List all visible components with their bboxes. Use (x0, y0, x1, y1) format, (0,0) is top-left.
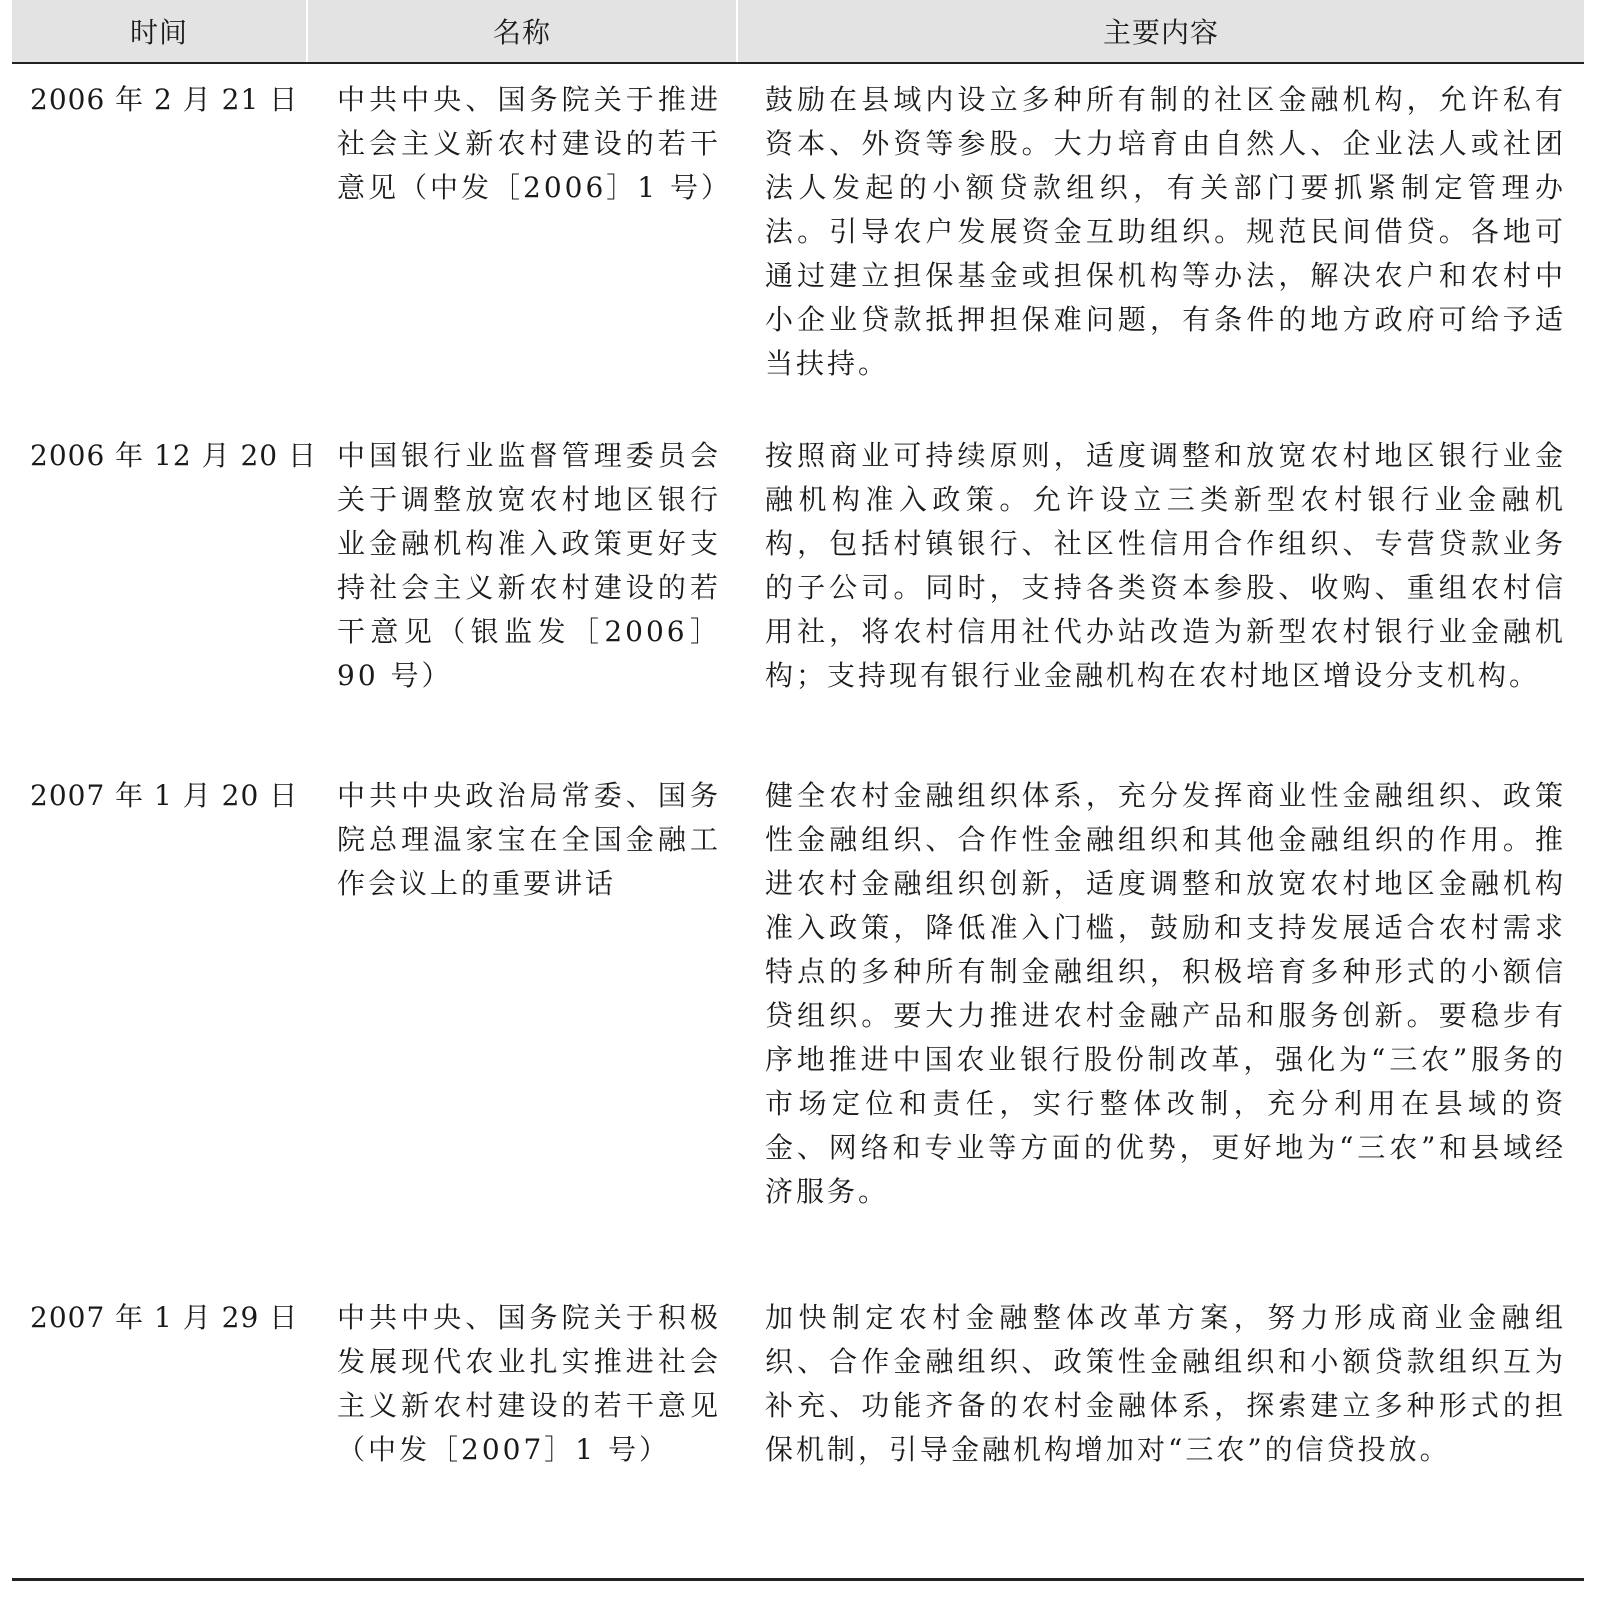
table-bottom-rule (12, 1578, 1584, 1581)
cell-content: 按照商业可持续原则，适度调整和放宽农村地区银行业金融机构准入政策。允许设立三类新型农村银行业金融机构，包括村镇银行、社区性信用合作组织、专营贷款业务的子公司。同时，支持各类资本参股、收购、重组农村信用社，将农村信用社代办站改造为新型农村银行业金融机构；支持现有银行业金融机构在农村地区增设分支机构。 (765, 439, 1566, 692)
cell-name: 中共中央、国务院关于积极发展现代农业扎实推进社会主义新农村建设的若干意见（中发［2007］1 号） (337, 1301, 721, 1466)
cell-content: 健全农村金融组织体系，充分发挥商业性金融组织、政策性金融组织、合作性金融组织和其他金融组织的作用。推进农村金融组织创新，适度调整和放宽农村地区金融机构准入政策，降低准入门槛，鼓励和支持发展适合农村需求特点的多种所有制金融组织，积极培育多种形式的小额信贷组织。要大力推进农村金融产品和服务创新。要稳步有序地推进中国农业银行股份制改革，强化为“三农”服务的市场定位和责任，实行整体改制，充分利用在县域的资金、网络和专业等方面的优势，更好地为“三农”和县域经济服务。 (765, 779, 1566, 1208)
table-header (12, 0, 1584, 63)
policy-table (12, 0, 1584, 1532)
table-body (12, 63, 1584, 1532)
table-row (12, 420, 1584, 760)
cell-time: 2007 年 1 月 29 日 (30, 1301, 299, 1334)
table-row (12, 760, 1584, 1282)
cell-time: 2007 年 1 月 20 日 (30, 779, 299, 812)
cell-content: 鼓励在县域内设立多种所有制的社区金融机构，允许私有资本、外资等参股。大力培育由自然人、企业法人或社团法人发起的小额贷款组织，有关部门要抓紧制定管理办法。引导农户发展资金互助组织。规范民间借贷。各地可通过建立担保基金或担保机构等办法，解决农户和农村中小企业贷款抵押担保难问题，有条件的地方政府可给予适当扶持。 (765, 83, 1566, 380)
header-content: 主要内容 (737, 0, 1584, 63)
table-row (12, 1282, 1584, 1532)
header-name: 名称 (307, 0, 737, 63)
header-row (12, 0, 1584, 63)
cell-time: 2006 年 12 月 20 日 (30, 439, 318, 472)
cell-name: 中共中央、国务院关于推进社会主义新农村建设的若干意见（中发［2006］1 号） (337, 83, 732, 204)
table-row (12, 63, 1584, 420)
cell-time: 2006 年 2 月 21 日 (30, 83, 299, 116)
cell-name: 中国银行业监督管理委员会关于调整放宽农村地区银行业金融机构准入政策更好支持社会主义新农村建设的若干意见（银监发［2006］90 号） (337, 439, 721, 692)
header-time: 时间 (12, 0, 307, 63)
cell-content: 加快制定农村金融整体改革方案，努力形成商业金融组织、合作金融组织、政策性金融组织和小额贷款组织互为补充、功能齐备的农村金融体系，探索建立多种形式的担保机制，引导金融机构增加对“三农”的信贷投放。 (765, 1301, 1566, 1466)
cell-name: 中共中央政治局常委、国务院总理温家宝在全国金融工作会议上的重要讲话 (337, 779, 721, 900)
